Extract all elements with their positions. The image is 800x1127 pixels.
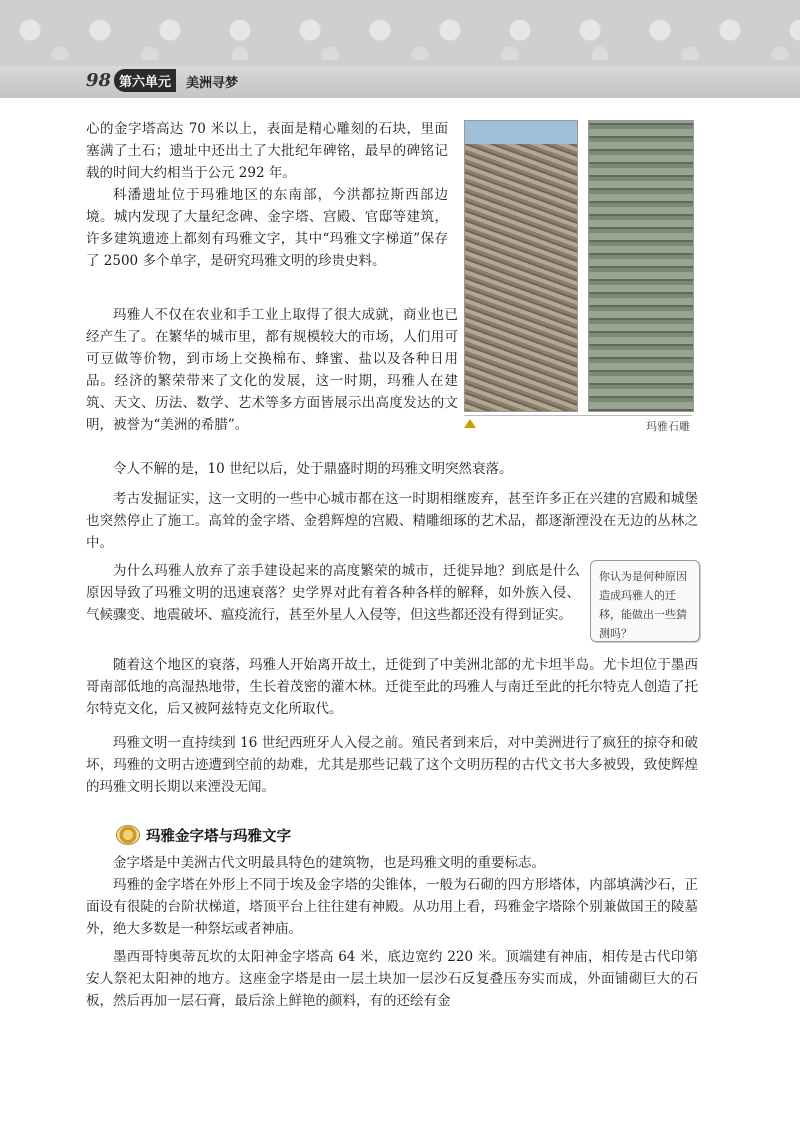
paragraph-2: 科潘遗址位于玛雅地区的东南部，今洪都拉斯西部边境。城内发现了大量纪念碑、金字塔、宫殿、官邸等建筑，许多建筑遗迹上都刻有玛雅文字，其中“玛雅文字梯道”保存了 2500 多个单字，是研究玛雅文明的珍贵史料。 [86, 187, 448, 269]
thinking-note [590, 560, 700, 642]
page-number: 98 [86, 70, 112, 91]
paragraph-3: 玛雅人不仅在农业和手工业上取得了很大成就，商业也已经产生了。在繁华的城市里，都有规模较大的市场，人们用可可豆做等价物，到市场上交换棉布、蜂蜜、盐以及各种日用品。经济的繁荣带来了文化的发展，这一时期，玛雅人在建筑、天文、历法、数学、艺术等多方面皆展示出高度发达的文明，被誉为“美洲的希腊”。 [86, 307, 458, 433]
paragraph-10: 玛雅的金字塔在外形上不同于埃及金字塔的尖锥体，一般为石砌的四方形塔体，内部填满沙石，正面设有很陡的台阶状梯道，塔顶平台上往往建有神殿。从功用上看，玛雅金字塔除个别兼做国王的陵墓外，绝大多数是一种祭坛或者神庙。 [86, 877, 698, 937]
photo-caption: 玛雅石雕 [646, 420, 690, 433]
paragraph-1: 心的金字塔高达 70 米以上，表面是精心雕刻的石块，里面塞满了土石；遗址中还出土了大批纪年碑铭，最早的碑铭记载的时间大约相当于公元 292 年。 [86, 121, 448, 181]
unit-title: 美洲寻梦 [186, 76, 239, 91]
stone-carvings-photos [464, 120, 692, 410]
paragraph-11: 墨西哥特奥蒂瓦坎的太阳神金字塔高 64 米，底边宽约 220 米。顶端建有神庙，相传是古代印第安人祭祀太阳神的地方。这座金字塔是由一层土块加一层沙石反复叠压夯实而成，外面铺砌巨大的石板，然后再加一层石膏，最后涂上鲜艳的颜料，有的还绘有金 [86, 949, 698, 1009]
paragraph-7: 随着这个地区的衰落，玛雅人开始离开故土，迁徙到了中美洲北部的尤卡坦半岛。尤卡坦位于墨西哥南部低地的高湿热地带，生长着茂密的灌木林。迁徙至此的玛雅人与南迁至此的托尔特克人创造了托尔特克文化，后又被阿兹特克文化所取代。 [86, 657, 698, 717]
paragraph-8: 玛雅文明一直持续到 16 世纪西班牙人入侵之前。殖民者到来后，对中美洲进行了疯狂的掠夺和破坏，玛雅的文明古迹遭到空前的劫难，尤其是那些记载了这个文明历程的古代文书大多被毁，致使辉煌的玛雅文明长期以来湮没无闻。 [86, 735, 698, 795]
paragraph-6: 为什么玛雅人放弃了亲手建设起来的高度繁荣的城市，迁徙异地？到底是什么原因导致了玛雅文明的迅速衰落？史学界对此有着各种各样的解释，如外族入侵、气候骤变、地震破坏、瘟疫流行，甚至外星人入侵等，但这些都还没有得到证实。 [86, 563, 580, 623]
paragraph-5: 考古发掘证实，这一文明的一些中心城市都在这一时期相继废弃，甚至许多正在兴建的宫殿和城堡也突然停止了施工。高耸的金字塔、金碧辉煌的宫殿、精雕细琢的艺术品，都逐渐湮没在无边的丛林之中。 [86, 491, 698, 551]
caption-triangle-icon [464, 419, 476, 428]
unit-badge [114, 69, 176, 91]
section-title: 玛雅金字塔与玛雅文字 [146, 828, 291, 845]
section-heading [116, 824, 316, 846]
paragraph-4: 令人不解的是，10 世纪以后，处于鼎盛时期的玛雅文明突然衰落。 [113, 461, 513, 477]
stela-photo-right [588, 120, 694, 412]
stela-photo-left [464, 120, 578, 412]
thinking-note-text: 你认为是何种原因造成玛雅人的迁移，能做出一些猜测吗？ [599, 570, 687, 640]
ornament-icon [116, 825, 140, 845]
unit-label: 第六单元 [114, 69, 176, 92]
paragraph-9: 金字塔是中美洲古代文明最具特色的建筑物，也是玛雅文明的重要标志。 [113, 855, 545, 871]
